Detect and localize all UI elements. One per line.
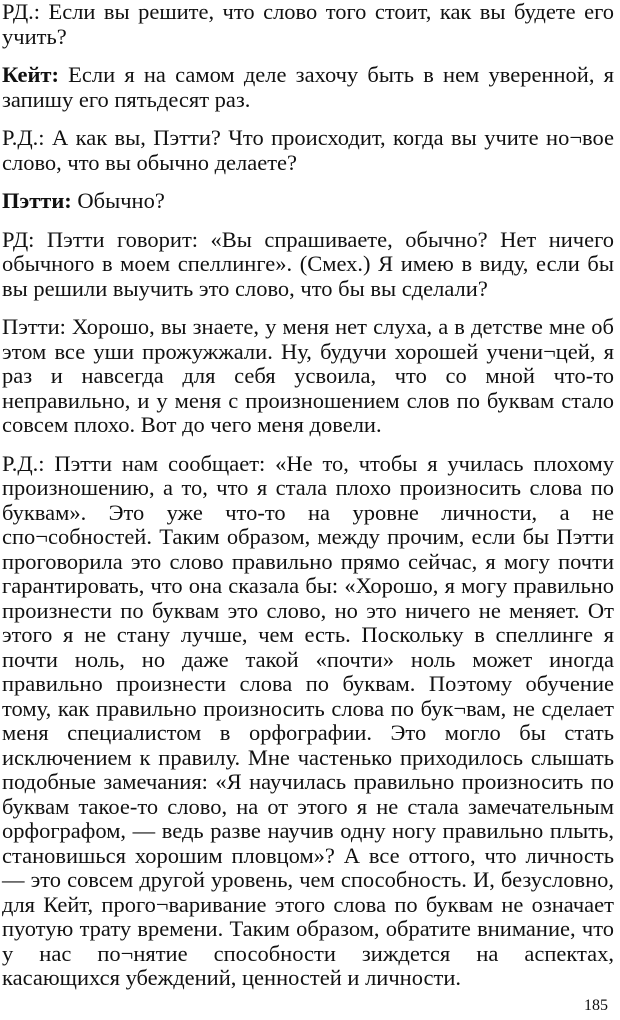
paragraph-text: Р.Д.: Пэтти нам сообщает: «Не то, чтобы я училась плохому произношению, а то, что я стала плохо произносить слова по буквам». Это уже что-то на уровне личности, а не спо¬собностей. Таким образом, между прочим, если бы Пэтти проговорила это слово правильно прямо сейчас, я могу почти гарантировать, что она сказала бы: «Хорошо, я могу правильно произнести по буквам это слово, но это ничего не меняет. От этого я не стану лучше, чем есть. Поскольку в спеллинге я почти ноль, но даже такой «почти» ноль может иногда правильно произнести слова по буквам. Поэтому обучение тому, как правильно произносить слова по бук¬вам, не сделает меня специалистом в орфографии. Это могло бы стать исключением к правилу. Мне частенько приходилось слышать подобные замечания: «Я научилась правильно произносить по буквам такое-то слово, на от этого я не стала замечательным орфографом, — ведь разве научив одну ногу правильно плыть, становишься хорошим пловцом»? А все оттого, что личность — это совсем другой уровень, чем способность. И, безусловно, для Кейт, прого¬варивание этого слова по буквам не означает пуотую трату времени. Таким образом, обратите внимание, что у нас по¬нятие способности зиждется на аспектах, касающихся убеждений, ценностей и личности. <box>2 450 614 990</box>
paragraph-text: Пэтти: Хорошо, вы знаете, у меня нет слуха, а в детстве мне об этом все уши прожужжали. Ну, будучи хорошей учени¬цей, я раз и навсегда для себя усвоила, что со мной что-то неправильно, и у меня с произношением слов по буквам стало совсем плохо. Вот до чего меня довели. <box>2 314 614 437</box>
paragraph <box>2 126 614 175</box>
paragraph <box>2 452 614 991</box>
paragraph <box>2 189 614 214</box>
speaker-name: Кейт: <box>2 62 59 87</box>
paragraph <box>2 228 614 302</box>
paragraph-text: РД: Пэтти говорит: «Вы спрашиваете, обычно? Нет ничего обычного в моем спеллинге». (Смех.) Я имею в виду, если бы вы решили выучить это слово, что бы вы сделали? <box>2 226 614 301</box>
paragraph <box>2 0 614 49</box>
page-number: 185 <box>584 997 608 1014</box>
paragraph-text: Если я на самом деле захочу быть в нем уверенной, я запишу его пятьдесят раз. <box>2 62 614 112</box>
paragraph-text: Обычно? <box>71 188 165 213</box>
paragraph <box>2 315 614 438</box>
paragraph <box>2 63 614 112</box>
speaker-name: Пэтти: <box>2 188 72 213</box>
paragraph-text: РД.: Если вы решите, что слово того стоит, как вы будете его учить? <box>2 0 614 49</box>
paragraph-text: Р.Д.: А как вы, Пэтти? Что происходит, когда вы учите но¬вое слово, что вы обычно делаете? <box>2 125 614 175</box>
page-body <box>2 0 614 1005</box>
